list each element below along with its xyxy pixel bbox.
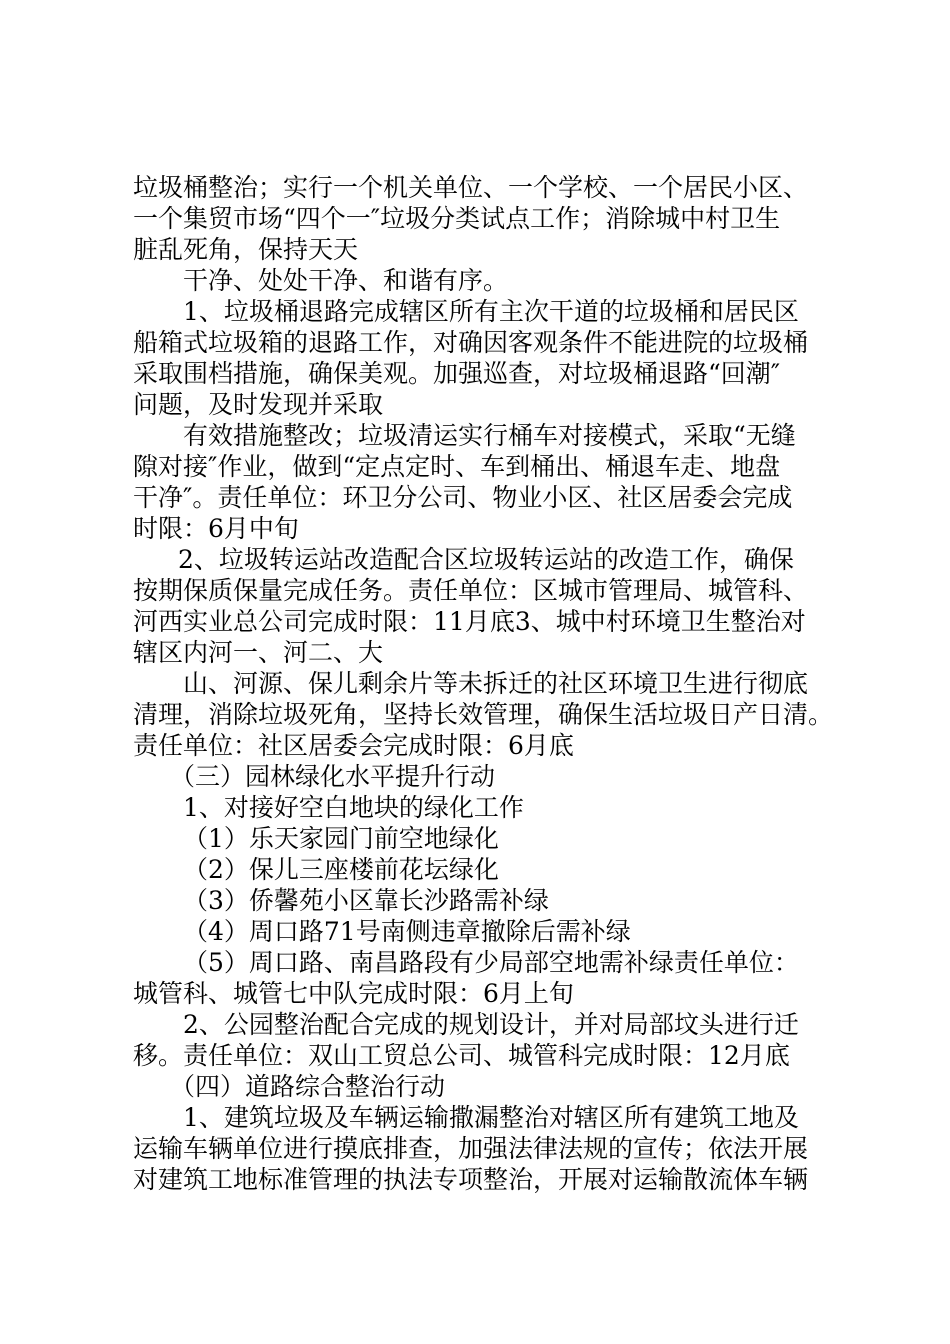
text-line: 城管科、城管七中队完成时限：6月上旬 — [133, 979, 574, 1008]
text-line: 1、垃圾桶退路完成辖区所有主次干道的垃圾桶和居民区 — [183, 297, 799, 326]
text-line: 干净″。责任单位：环卫分公司、物业小区、社区居委会完成 — [133, 483, 793, 512]
text-line: 隙对接″作业，做到“定点定时、车到桶出、桶退车走、地盘 — [133, 452, 781, 481]
text-line: 1、对接好空白地块的绿化工作 — [183, 793, 524, 822]
text-line: 问题，及时发现并采取 — [133, 390, 384, 419]
text-line: 船箱式垃圾箱的退路工作，对确因客观条件不能进院的垃圾桶 — [133, 328, 809, 357]
list-item: （3）侨馨苑小区靠长沙路需补绿 — [183, 886, 549, 915]
list-item: （1）乐天家园门前空地绿化 — [183, 824, 499, 853]
text-line: 2、公园整治配合完成的规划设计，并对局部坟头进行迁 — [183, 1010, 799, 1039]
text-line: 移。责任单位：双山工贸总公司、城管科完成时限：12月底 — [133, 1041, 790, 1070]
text-line: 脏乱死角，保持天天 — [133, 235, 359, 264]
list-item: （2）保儿三座楼前花坛绿化 — [183, 855, 499, 884]
text-line: 有效措施整改；垃圾清运实行桶车对接模式，采取“无缝 — [183, 421, 796, 450]
text-line: 辖区内河一、河二、大 — [133, 638, 384, 667]
text-line: 一个集贸市场“四个一″垃圾分类试点工作；消除城中村卫生 — [133, 204, 781, 233]
text-line: 时限：6月中旬 — [133, 514, 299, 543]
text-line: 1、建筑垃圾及车辆运输撒漏整治对辖区所有建筑工地及 — [183, 1103, 799, 1132]
text-line: 山、河源、保儿剩余片等未拆迁的社区环境卫生进行彻底 — [183, 669, 809, 698]
text-line: 清理，消除垃圾死角，坚持长效管理，确保生活垃圾日产日清。 — [133, 700, 834, 729]
text-line: 对建筑工地标准管理的执法专项整治，开展对运输散流体车辆 — [133, 1165, 809, 1194]
text-line: 采取围档措施，确保美观。加强巡查，对垃圾桶退路“回潮″ — [133, 359, 781, 388]
section-heading: （四）道路综合整治行动 — [170, 1072, 446, 1101]
section-heading: （三）园林绿化水平提升行动 — [170, 762, 496, 791]
text-line: 河西实业总公司完成时限：11月底3、城中村环境卫生整治对 — [133, 607, 806, 636]
text-line: 责任单位：社区居委会完成时限：6月底 — [133, 731, 574, 760]
text-line: 按期保质保量完成任务。责任单位：区城市管理局、城管科、 — [133, 576, 809, 605]
text-line: 2、垃圾转运站改造配合区垃圾转运站的改造工作，确保 — [178, 545, 794, 574]
text-line: 运输车辆单位进行摸底排查，加强法律法规的宣传；依法开展 — [133, 1134, 809, 1163]
text-line: 干净、处处干净、和谐有序。 — [183, 266, 509, 295]
text-line: 垃圾桶整治；实行一个机关单位、一个学校、一个居民小区、 — [133, 173, 809, 202]
list-item: （5）周口路、南昌路段有少局部空地需补绿责任单位： — [183, 948, 799, 977]
list-item: （4）周口路71号南侧违章撤除后需补绿 — [183, 917, 631, 946]
